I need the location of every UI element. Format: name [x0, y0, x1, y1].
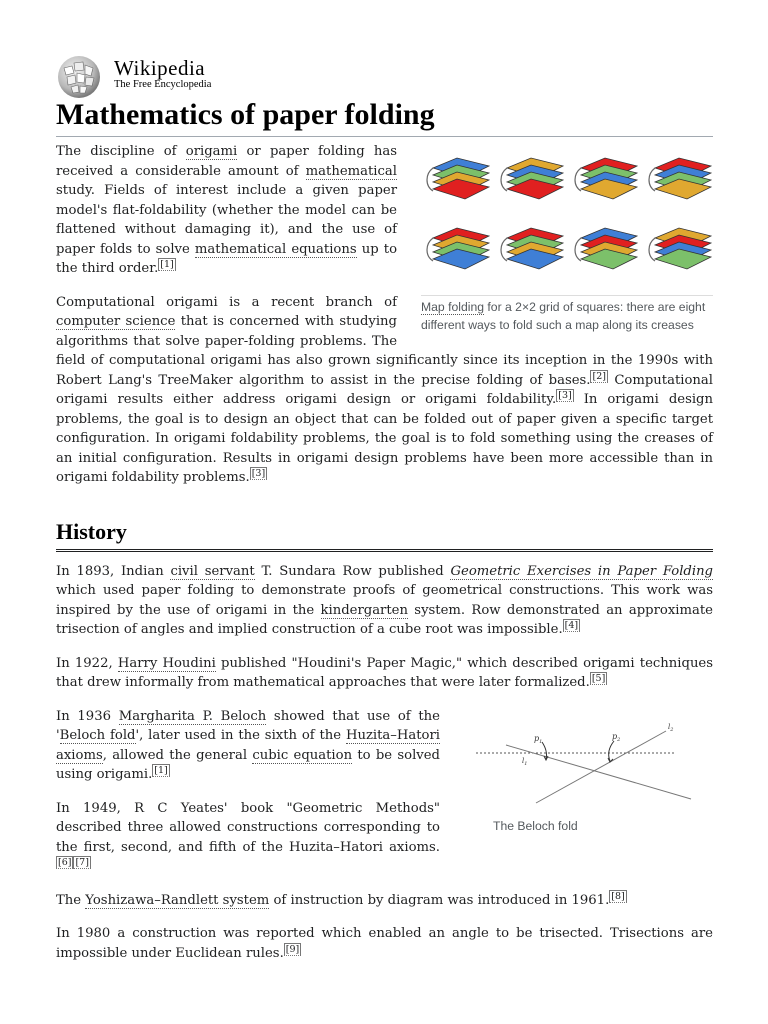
page-title: Mathematics of paper folding	[56, 96, 713, 137]
text: to be solved using origami.	[56, 747, 440, 782]
text: Computational origami results either address origami design or origami foldability.	[56, 372, 713, 407]
harry-houdini-link[interactable]: Harry Houdini	[117, 655, 216, 671]
kindergarten-link[interactable]: kindergarten	[320, 602, 408, 618]
cubic-equation-link[interactable]: cubic equation	[252, 747, 353, 763]
beloch-fold-caption: The Beloch fold	[493, 819, 578, 833]
citation-4[interactable]: [4]	[564, 620, 579, 631]
article-body	[56, 142, 713, 977]
folded-map-stack	[427, 228, 489, 269]
mathematical-equations-link[interactable]: mathematical equations	[194, 241, 357, 257]
history-paragraph-6	[56, 924, 713, 963]
text: Computational origami is a recent branch of	[56, 294, 397, 310]
text: that is concerned with studying algorithms that solve paper-folding problems. The field of computational origami has also grown significantly since its inception in the 1990s with Robert Lang's TreeMaker algorithm to assist in the precise folding of bases.	[56, 314, 713, 388]
history-paragraph-2	[56, 654, 713, 693]
line-l1	[506, 745, 691, 799]
text: system. Row demonstrated an approximate trisection of angles and implied construction of a cube root was impossible.	[56, 602, 713, 637]
citation-7[interactable]: [7]	[75, 857, 89, 868]
beloch-fold-diagram[interactable]	[466, 707, 713, 807]
text: of instruction by diagram was introduced in 1961.	[269, 892, 610, 908]
folded-map-stack	[649, 158, 711, 199]
folded-map-stack	[501, 228, 563, 269]
text: In 1922,	[56, 655, 118, 671]
civil-servant-link[interactable]: civil servant	[170, 563, 255, 579]
text: In 1980 a construction was reported which enabled an angle to be trisected. Trisections are impossible under Euclidean rules.	[56, 926, 713, 961]
beloch-fold-link[interactable]: Beloch fold	[59, 728, 136, 743]
text: study. Fields of interest include a given paper model's flat-foldability (whether the model can be flattened without damaging it), and the use of paper folds to solve	[56, 183, 397, 257]
text: showed that use of the '	[56, 708, 440, 743]
citation-3b[interactable]: [3]	[251, 468, 266, 479]
text: In 1949, R C Yeates' book "Geometric Methods" described three allowed constructions corresponding to the first, second, and fifth of the Huzita–Hatori axioms.	[56, 800, 440, 855]
history-paragraph-5	[56, 891, 713, 911]
folded-map-stack	[575, 228, 637, 269]
text: or paper folding has received a considerable amount of	[56, 144, 398, 179]
huzita-hatori-link[interactable]: Huzita–Hatori axioms	[56, 728, 440, 763]
map-folding-image[interactable]	[421, 144, 713, 284]
citation-1[interactable]: [1]	[160, 259, 174, 270]
map-folding-caption	[421, 295, 713, 334]
fold-loop	[501, 238, 507, 261]
label-l2: $l_2$	[668, 722, 674, 733]
fold-loop	[575, 238, 581, 261]
map-folding-figure	[421, 144, 713, 334]
fold-loop	[427, 168, 433, 191]
citation-2[interactable]: [2]	[592, 370, 606, 382]
text: T. Sundara Row published	[254, 563, 451, 579]
text: published "Houdini's Paper Magic," which described origami techniques that drew informally from mathematical approaches that were later formalized.	[56, 655, 714, 690]
fold-arrow-2	[609, 741, 614, 761]
folded-map-stack	[649, 228, 711, 269]
history-heading: History	[56, 518, 713, 552]
citation-8[interactable]: [8]	[611, 890, 625, 902]
folded-map-stack	[501, 158, 563, 199]
history-paragraph-1	[56, 562, 713, 640]
globe-piece	[64, 66, 74, 75]
text: The	[56, 892, 86, 908]
citation-5[interactable]: [5]	[591, 673, 606, 684]
fold-loop	[427, 238, 433, 261]
site-tagline: The Free Encyclopedia	[114, 79, 212, 90]
citation-1b[interactable]: [1]	[154, 765, 168, 776]
computer-science-link[interactable]: computer science	[56, 314, 176, 329]
text: In origami design problems, the goal is to design an object that can be folded out of paper given a specific target configuration. In origami foldability problems, the goal is to fold something using the creases of an initial configuration. Results in origami design problems have been more accessible than in origami foldability problems.	[56, 392, 713, 485]
caption-text: for a 2×2 grid of squares: there are eight different ways to fold such a map along its creases	[421, 299, 706, 332]
mathematical-link[interactable]: mathematical	[305, 163, 397, 179]
label-p1: $p_1$	[534, 733, 543, 745]
fold-loop	[649, 238, 655, 261]
text: which used paper folding to demonstrate proofs of geometrical constructions. This work was inspired by the use of origami in the	[56, 583, 713, 618]
yoshizawa-randlett-link[interactable]: Yoshizawa–Randlett system	[85, 892, 270, 908]
globe-piece	[74, 62, 84, 71]
text: ', later used in the sixth of the	[135, 728, 346, 743]
wikipedia-globe-logo[interactable]	[56, 54, 102, 100]
fold-loop	[501, 168, 507, 191]
fold-loop	[575, 168, 581, 191]
text: , allowed the general	[102, 747, 253, 763]
globe-piece	[77, 73, 85, 83]
citation-9[interactable]: [9]	[285, 943, 300, 955]
citation-6[interactable]: [6]	[58, 857, 72, 868]
text: In 1893, Indian	[56, 563, 171, 579]
beloch-fold-figure	[466, 707, 713, 836]
fold-loop	[649, 168, 655, 191]
citation-3[interactable]: [3]	[558, 390, 572, 401]
origami-link[interactable]: origami	[185, 144, 238, 159]
geometric-exercises-link[interactable]: Geometric Exercises in Paper Folding	[450, 563, 714, 579]
text: up to the third order.	[56, 241, 398, 276]
line-l2	[536, 731, 666, 803]
fold-arrow-head-2	[608, 758, 613, 762]
globe-piece	[67, 75, 76, 85]
folded-map-stack	[427, 158, 489, 199]
text: In 1936	[56, 708, 119, 724]
site-wordmark[interactable]: Wikipedia	[114, 56, 206, 80]
label-p2: $p_2$	[612, 731, 621, 743]
beloch-link[interactable]: Margharita P. Beloch	[118, 708, 267, 724]
folded-map-stack	[575, 158, 637, 199]
text: The discipline of	[56, 144, 186, 159]
label-l1: $l_1$	[522, 756, 528, 767]
map-folding-link[interactable]: Map folding	[421, 299, 485, 314]
